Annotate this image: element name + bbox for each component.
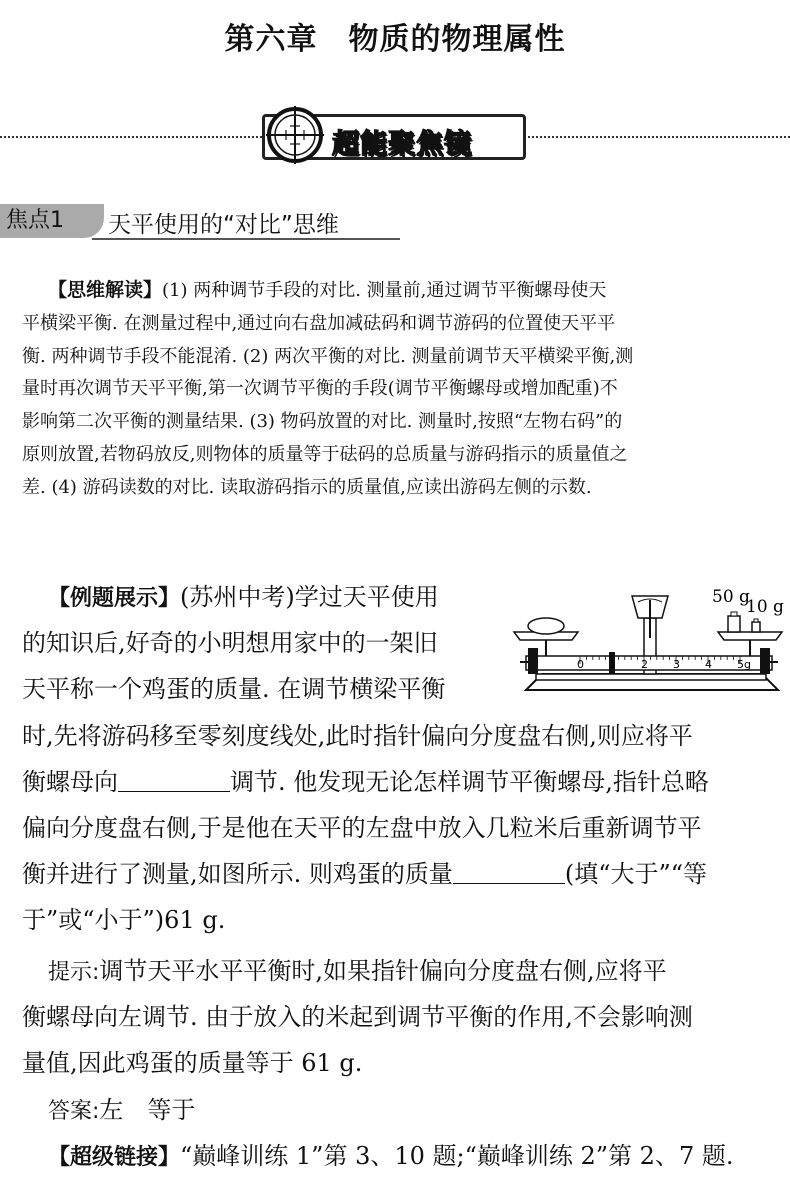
focus-header	[0, 204, 400, 240]
answer-label: 答案:	[48, 1098, 100, 1124]
example-line-5a: 衡螺母向	[22, 767, 118, 796]
hint-line-1: 调节天平水平平衡时,如果指针偏向分度盘右侧,应将平	[99, 957, 667, 985]
balance-scale-figure	[506, 578, 790, 708]
answer-text: 左 等于	[99, 1095, 196, 1124]
tick-label-3: 3	[673, 658, 680, 671]
tick-label-4: 4	[705, 658, 712, 671]
weight-10g	[752, 622, 760, 632]
focus-title: 天平使用的“对比”思维	[108, 212, 339, 238]
tick-label-0: 0	[577, 658, 584, 671]
interpretation-line-6: 原则放置,若物码放反,则物体的质量等于砝码的总质量与游码指示的质量值之	[22, 443, 628, 465]
weight-50g	[728, 616, 740, 632]
interpretation-label: 【思维解读】	[48, 279, 163, 301]
chapter-title: 第六章 物质的物理属性	[224, 22, 566, 57]
example-line-5b: 调节. 他发现无论怎样调节平衡螺母,指针总略	[230, 767, 709, 796]
weight-50g-label: 50 g	[712, 587, 750, 607]
interpretation-line-2: 平横梁平衡. 在测量过程中,通过向右盘加减砝码和调节游码的位置使天平平	[22, 312, 616, 334]
focus-tag: 焦点1	[0, 204, 104, 238]
example-line-4: 时,先将游码移至零刻度线处,此时指针偏向分度盘右侧,则应将平	[22, 721, 693, 750]
interpretation-line-1: (1) 两种调节手段的对比. 测量前,通过调节平衡螺母使天	[162, 280, 607, 301]
interpretation-paragraph	[22, 274, 770, 505]
interpretation-line-3: 衡. 两种调节手段不能混淆. (2) 两次平衡的对比. 测量前调节天平横梁平衡,测	[22, 345, 634, 367]
example-line-7b: (填“大于”“等	[564, 860, 708, 889]
hint-line-2: 衡螺母向左调节. 由于放入的米起到调节平衡的作用,不会影响测	[22, 1003, 693, 1032]
banner	[262, 106, 524, 160]
interpretation-line-4: 量时再次调节天平平衡,第一次调节平衡的手段(调节平衡螺母或增加配重)不	[22, 378, 618, 400]
banner-text: 超能聚焦镜	[332, 129, 472, 160]
interpretation-line-7: 差. (4) 游码读数的对比. 读取游码指示的质量值,应读出游码左侧的示数.	[22, 476, 592, 498]
example-label: 【例题展示】	[48, 586, 181, 611]
answer-blank-2[interactable]	[453, 857, 565, 884]
example-line-1: (苏州中考)学过天平使用	[180, 583, 439, 611]
interpretation-line-5: 影响第二次平衡的测量结果. (3) 物码放置的对比. 测量时,按照“左物右码”的	[22, 411, 623, 433]
weight-10g-label: 10 g	[746, 597, 784, 617]
example-line-2: 的知识后,好奇的小明想用家中的一架旧	[22, 629, 438, 658]
hint-line-3: 量值,因此鸡蛋的质量等于 61 g.	[22, 1049, 363, 1078]
answer-blank-1[interactable]	[118, 765, 230, 792]
example-line-8: 于”或“小于”)61 g.	[22, 906, 226, 935]
example-line-3: 天平称一个鸡蛋的质量. 在调节横梁平衡	[22, 675, 446, 704]
crosshair-scope-icon	[266, 106, 324, 164]
example-line-6: 偏向分度盘右侧,于是他在天平的左盘中放入几粒米后重新调节平	[22, 813, 702, 842]
example-line-7a: 衡并进行了测量,如图所示. 则鸡蛋的质量	[22, 860, 453, 889]
tick-label-1: 1	[609, 658, 616, 671]
tick-label-2: 2	[641, 658, 648, 671]
tick-label-5: 5g	[737, 658, 751, 671]
hint-paragraph	[22, 948, 790, 1179]
link-label: 【超级链接】	[48, 1144, 181, 1170]
link-text[interactable]: “巅峰训练 1”第 3、10 题;“巅峰训练 2”第 2、7 题.	[180, 1141, 734, 1170]
focus-underline	[92, 238, 400, 240]
hint-label: 提示:	[48, 960, 100, 985]
